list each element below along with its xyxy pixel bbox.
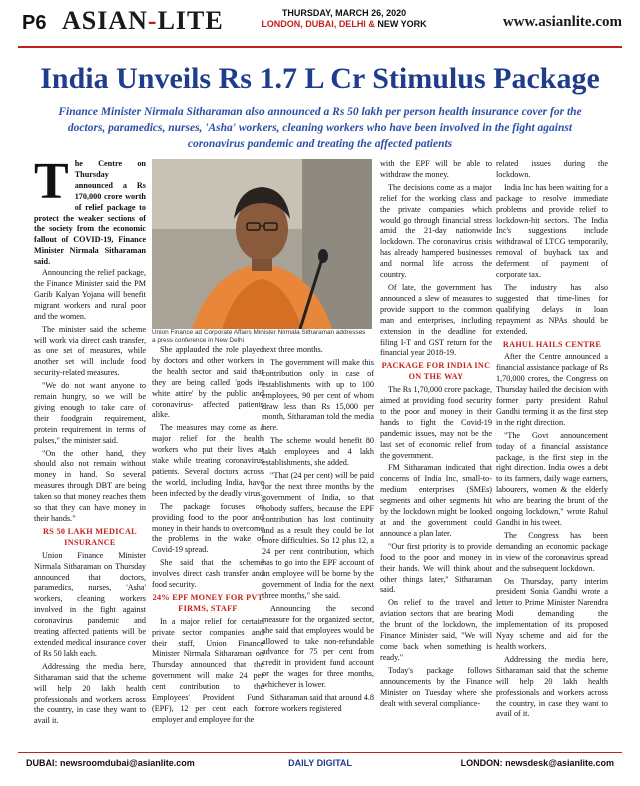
logo-dash: -	[147, 6, 158, 35]
header-rule	[18, 46, 622, 48]
paragraph: next three months.	[262, 345, 323, 354]
paragraph: The decisions come as a major relief for the working class and the private companies which would go through financial stress amid the 21-day nationwide lockdown. The coronavirus crisis has already hampered businesses and normal life across the country.	[380, 182, 492, 280]
footer	[18, 758, 622, 772]
paragraph: with the EPF will be able to withdraw the money.	[380, 159, 492, 179]
paragraph: The industry has also suggested that time-lines for qualifying delays in loan repayment as NPAs should be extended.	[496, 282, 608, 336]
paragraph: Union Finance Minister Nirmala Sitharaman on Thursday announced that doctors, paramedics, nurses, 'Asha' workers, cleaning workers involved in the fight against coronavirus pandemic and treating affected patients will be extended medical insurance cover of Rs 50 lakh each.	[34, 550, 146, 658]
lead-text: he Centre on Thursday announced a Rs 170,000 crore worth of relief package to protect the weaker sections of the society from the economic fallout of COVID-19, Finance Minister Nirmala Sitharaman said.	[34, 159, 146, 267]
issue-date: THURSDAY, MARCH 26, 2020	[281, 8, 407, 18]
paragraph: Sitharaman said that around 4.8 crore workers registered	[262, 693, 374, 713]
paragraph: "We do not want anyone to remain hungry, so we will be giving enough to take care of their foodgrain requirement, protein requirement in terms of pulses," the minister said.	[34, 381, 146, 445]
column-4	[380, 159, 492, 711]
edition-cities	[244, 19, 444, 30]
footer-dubai-email[interactable]: DUBAI: newsroomdubai@asianlite.com	[26, 758, 195, 768]
paragraph: India Inc has been waiting for a package to resolve immediate problems and provide relief to lockdown-hit sectors. The India Inc's suggestions include withdrawal of LTCG temporarily, removal of buyback tax and deferment of payment of corporate tax.	[496, 182, 608, 280]
paragraph: "On the other hand, they should also not remain without money in hand. So several measures through DBT are being taken so that money reaches them so that they can have money in their hands."	[34, 448, 146, 523]
column-5	[496, 159, 608, 722]
paragraph: She applauded the role played by doctors and other workers in the health sector and said that they are being called 'gods in white attire' by the public and coronavirus- affected patients alike.	[152, 345, 264, 420]
edition-info	[244, 8, 444, 30]
paragraph: After the Centre announced a financial assistance package of Rs 1,70,000 crores, the Congress on Thursday hailed the decision with former party president Rahul Gandhi terming it as the first step in the right direction.	[496, 352, 608, 427]
paragraph: Of late, the government has announced a slew of measures to provide support to the common man and enterprises, including extension in the deadline for filing I-T and GST return for the financial year 2018-19.	[380, 282, 492, 358]
asianlite-logo[interactable]	[62, 6, 224, 36]
paragraph: FM Sitharaman indicated that concerns of India Inc, small-to-medium enterprises (SMEs) segments and other segments hit by the lockdown might be looked at and the government could announce a plan later.	[380, 463, 492, 538]
paragraph: The minister said the scheme will work via direct cash transfer, as one set of measures, while another set will include food security-related measures.	[34, 324, 146, 378]
article-headline: India Unveils Rs 1.7 L Cr Stimulus Package	[40, 62, 600, 95]
paragraph: "That (24 per cent) will be paid for the next three months by the government of India, so that nobody suffers, because the EPF contribution has lost continuity and as a result they could be lot more difficulties. So 12 plus 12, a 24 per cent contribution, which has to go into the EPF account of an employee will be borne by the government of India for the next three months," she said.	[262, 470, 374, 600]
page-number: P6	[22, 12, 47, 34]
masthead	[0, 0, 640, 50]
photo-caption: Union Finance ad Corporate Affairs Minister Nirmala Sitharaman addresses a press conference in New Delhi	[152, 329, 366, 344]
paragraph: The Congress has been demanding an economic package in view of the coronavirus spread and the subsequent lockdown.	[496, 530, 608, 573]
paragraph: "Our first priority is to provide food to the poor and money in their hands. We will think about other things later," Sitharaman said.	[380, 541, 492, 595]
city-new-york: NEW YORK	[377, 19, 427, 29]
website-link[interactable]: www.asianlite.com	[502, 14, 622, 30]
footer-rule	[18, 752, 622, 753]
subheading: RS 50 LAKH MEDICAL INSURANCE	[43, 526, 137, 547]
subheading: PACKAGE FOR INDIA INC ON THE WAY	[381, 361, 491, 382]
paragraph: Announcing the relief package, the Finance Minister said the PM Garib Kalyan Yojana will benefit migrant workers and rural poor and the women.	[34, 268, 146, 321]
paragraph: She said that the scheme involves direct cash transfer and food security.	[152, 558, 264, 590]
city-delhi: DELHI	[338, 19, 366, 29]
paragraph: On relief to the travel and aviation sectors that are bearing the brunt of the lockdown, the Finance Minister said, "We will come back when something is ready."	[380, 598, 492, 662]
paragraph: Announcing the second measure for the organized sector, she said that employees would be allowed to take non-refundable advance for 75 per cent from credit in provident fund account or the wages for three months, whichever is lower.	[262, 603, 374, 690]
city-amp: &	[365, 19, 378, 29]
paragraph: The package focuses on providing food to the poor and money in their hands to overcome the problems in the wake of Covid-19 spread.	[152, 501, 264, 555]
paragraph: related issues during the lockdown.	[496, 159, 608, 179]
photo-illustration	[152, 159, 372, 329]
paragraph: Today's package follows announcements by the Finance Minister on Tuesday where she dealt with several compliance-	[380, 665, 492, 708]
paragraph: The Rs 1,70,000 crore package, aimed at providing food security to the poor and money in their hands to fight the Covid-19 pandemic issues, may not be the last set of economic relief from the government.	[380, 385, 492, 460]
subheading: 24% EPF MONEY FOR PVT FIRMS, STAFF	[152, 592, 264, 613]
article-photo	[152, 159, 372, 329]
paragraph: The government will make this contribution only in case of establishments with up to 100 employees, 90 per cent of whom draw less than Rs 15,000 per month, Sitharaman told the media here.	[262, 357, 374, 433]
lead-paragraph	[34, 153, 146, 268]
paragraph: The scheme would benefit 80 lakh employees and 4 lakh establishments, she added.	[262, 436, 374, 468]
article-deck: Finance Minister Nirmala Sitharaman also announced a Rs 50 lakh per person health insurance cover for the doctors, paramedics, nurses, 'Asha' workers, cleaning workers who have been involved in the fight against coronavirus pandemic and treating the affected patients	[58, 106, 582, 150]
paragraph: "The Govt announcement today of a financial assistance package, is the first step in the right direction. India owes a debt to its farmers, daily wage earners, labourers, women & the elderly who are bearing the brunt of the ongoing lockdown," wrote Rahul Gandhi in his tweet.	[496, 430, 608, 527]
column-3	[262, 345, 374, 717]
paragraph: On Thursday, party interim president Sonia Gandhi wrote a letter to Prime Minister Narendra Modi demanding the implementation of its proposed Nyay scheme and aid for the health workers.	[496, 576, 608, 651]
subheading: RAHUL HAILS CENTRE	[502, 339, 602, 349]
column-2	[152, 345, 264, 728]
footer-london-email[interactable]: LONDON: newsdesk@asianlite.com	[460, 758, 614, 768]
paragraph: Addressing the media here, Sitharaman said that the scheme will help 20 lakh health professionals and workers across the country, in case they want to avail it.	[34, 661, 146, 726]
footer-edition-label: DAILY DIGITAL	[288, 758, 352, 768]
column-1	[34, 153, 146, 729]
logo-left: ASIAN	[62, 6, 148, 35]
city-london-dubai: LONDON, DUBAI,	[261, 19, 339, 29]
paragraph: Addressing the media here, Sitharaman said that the scheme will help 20 lakh health professionals and workers across the country, in case they want to avail of it.	[496, 654, 608, 719]
paragraph: The measures may come as a major relief for the health workers who put their lives at stake while treating coronavirus patients. Several doctors across the world, including India, have been infected by the deadly virus.	[152, 423, 264, 498]
drop-cap: T	[34, 153, 69, 210]
logo-right: LITE	[157, 6, 224, 35]
paragraph: In a major relief for certain private sector companies and their staff, Union Finance Minister Nirmala Sitharaman on Thursday announced that the government will make 24 per cent contribution to the Employees' Provident Fund (EPF), 12 per cent each for employer and employee for the	[152, 616, 264, 724]
